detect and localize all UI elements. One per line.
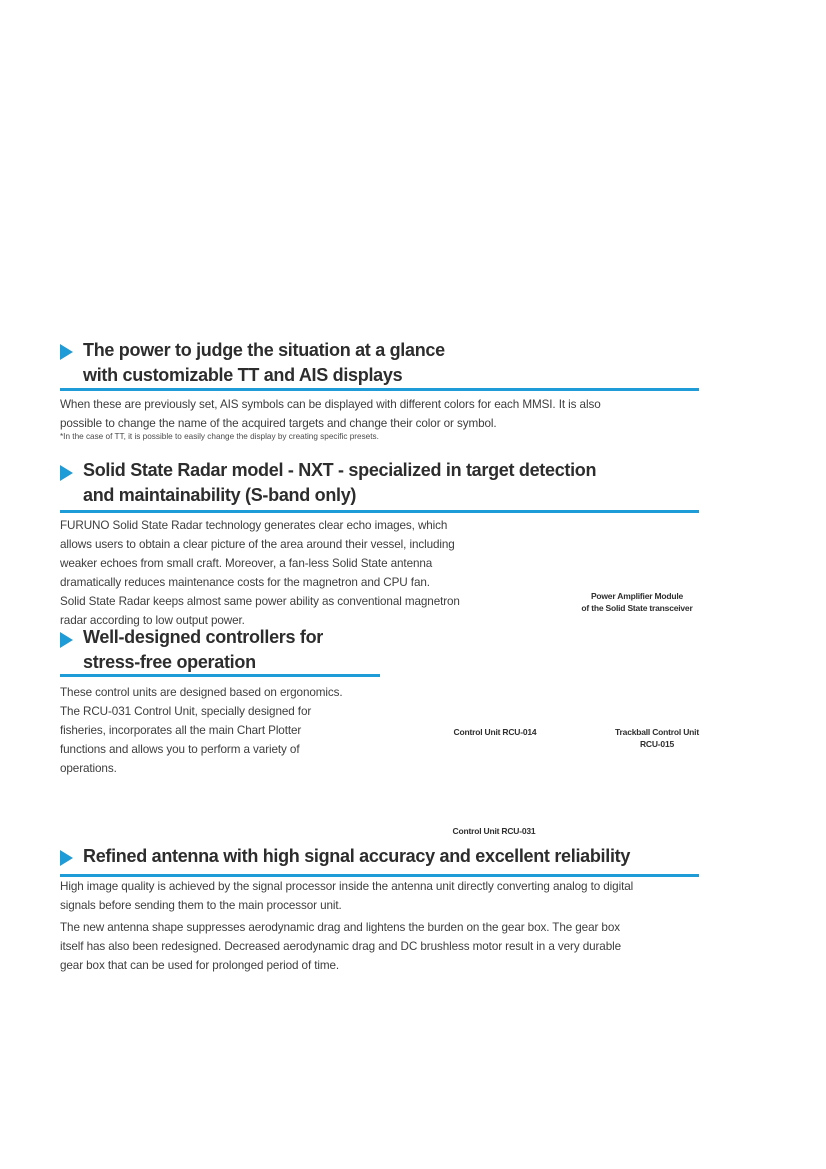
footnote: *In the case of TT, it is possible to easily change the display by creating specific presets. [60,432,379,441]
caption-line: Control Unit RCU-014 [453,727,537,737]
body-line: The RCU-031 Control Unit, specially designed for [60,705,312,718]
body-line: FURUNO Solid State Radar technology generates clear echo images, which [60,519,448,532]
caption-line: RCU-015 [639,739,675,749]
section-body-antenna-p1 [60,877,633,915]
photo-caption-power-amplifier [557,590,717,614]
section-body-solid-state [60,516,460,630]
body-line: radar according to low output power. [60,614,245,627]
section-heading-tt-ais [83,338,445,387]
body-line: operations. [60,762,117,775]
photo-caption-rcu-015 [577,726,737,750]
section-heading-antenna [83,844,630,869]
body-line: functions and allows you to perform a variety of [60,743,300,756]
photo-caption-rcu-014 [415,726,575,738]
section-body-controllers [60,683,343,778]
heading-line: Well-designed controllers for [83,627,324,647]
bullet-triangle-icon [60,850,73,866]
body-line: These control units are designed based on ergonomics. [60,686,343,699]
section-rule [60,388,699,391]
section-body-antenna-p2 [60,918,621,975]
body-line: weaker echoes from small craft. Moreover, a fan-less Solid State antenna [60,557,433,570]
heading-line: Refined antenna with high signal accuracy and excellent reliability [83,846,631,866]
section-heading-controllers [83,625,323,674]
body-line: possible to change the name of the acquired targets and change their color or symbol. [60,417,497,430]
body-line: The new antenna shape suppresses aerodynamic drag and lightens the burden on the gear box. The gear box [60,921,620,934]
body-line: High image quality is achieved by the signal processor inside the antenna unit directly converting analog to digital [60,880,634,893]
body-line: When these are previously set, AIS symbols can be displayed with different colors for each MMSI. It is also [60,398,601,411]
caption-line: Power Amplifier Module [590,591,684,601]
heading-line: The power to judge the situation at a glance [83,340,445,360]
caption-line: Control Unit RCU-031 [452,826,536,836]
body-line: allows users to obtain a clear picture of the area around their vessel, including [60,538,455,551]
caption-line: Trackball Control Unit [615,727,699,737]
body-line: fisheries, incorporates all the main Chart Plotter [60,724,302,737]
body-line: Solid State Radar keeps almost same power ability as conventional magnetron [60,595,460,608]
body-line: gear box that can be used for prolonged period of time. [60,959,340,972]
heading-line: with customizable TT and AIS displays [83,364,403,385]
bullet-triangle-icon [60,344,73,360]
photo-caption-rcu-031 [414,825,574,837]
section-rule [60,674,380,677]
section-rule [60,510,699,513]
bullet-triangle-icon [60,632,73,648]
bullet-triangle-icon [60,465,73,481]
section-heading-solid-state [83,458,596,507]
body-line: itself has also been redesigned. Decreased aerodynamic drag and DC brushless motor result in a very durable [60,940,621,953]
heading-line: stress-free operation [83,651,256,672]
body-line: dramatically reduces maintenance costs for the magnetron and CPU fan. [60,576,430,589]
heading-line: Solid State Radar model - NXT - specialized in target detection [83,460,597,480]
heading-line: and maintainability (S-band only) [83,484,357,505]
caption-line: of the Solid State transceiver [581,603,693,613]
section-body-tt-ais [60,395,601,433]
body-line: signals before sending them to the main processor unit. [60,899,342,912]
